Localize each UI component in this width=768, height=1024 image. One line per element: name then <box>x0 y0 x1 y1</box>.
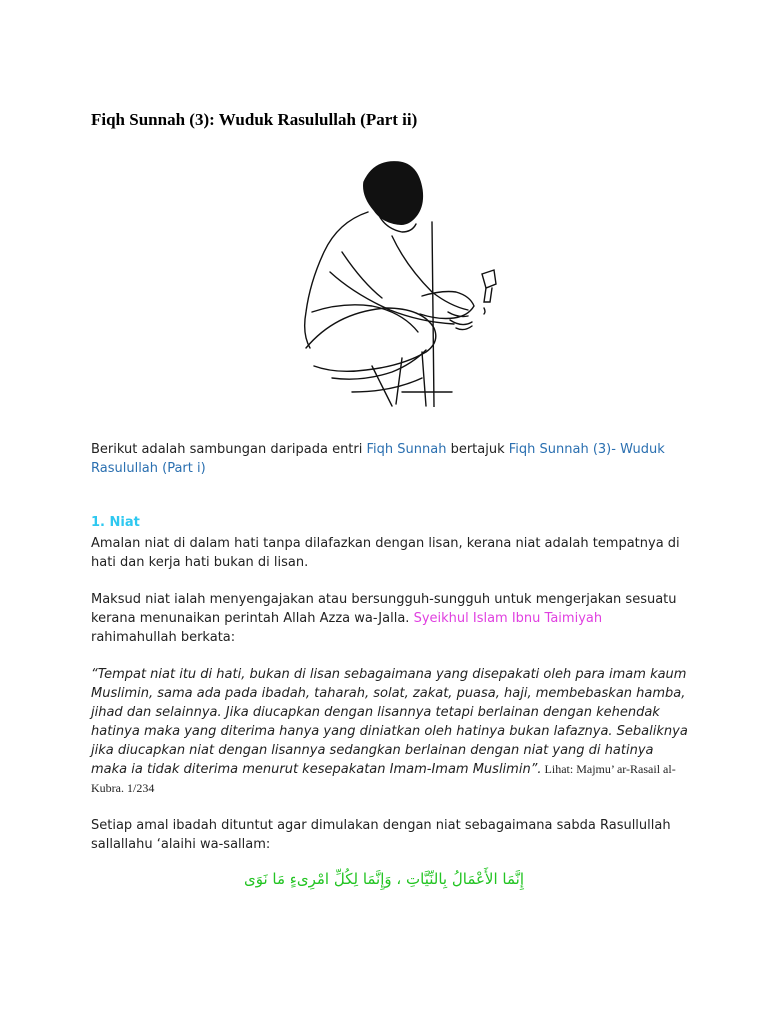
illustration-person-washing-hands <box>272 152 512 407</box>
intro-paragraph <box>91 440 691 478</box>
paragraph-text: Maksud niat ialah menyengajakan atau bersungguh-sungguh untuk mengerjakan sesuatu kerana menunaikan perintah Allah Azza wa-Jalla. <box>91 592 677 626</box>
paragraph-niat-definition: Amalan niat di dalam hati tanpa dilafazkan dengan lisan, kerana niat adalah tempatnya di hati dan kerja hati bukan di lisan. <box>91 536 680 570</box>
link-ibnu-taimiyah[interactable]: Syeikhul Islam Ibnu Taimiyah <box>413 611 603 626</box>
page-title: Fiqh Sunnah (3): Wuduk Rasulullah (Part ii) <box>91 110 418 129</box>
link-fiqh-sunnah[interactable]: Fiqh Sunnah <box>366 442 447 457</box>
quote-reference: Lihat: Majmu’ ar-Rasail al-Kubra. 1/234 <box>91 762 676 795</box>
arabic-hadith-text: إِنَّمَا الأَعْمَالُ بِالنِّيَّاتِ ، وَإِنَّمَا لِكُلِّ امْرِىءٍ مَا نَوَى <box>243 870 525 888</box>
intro-text-middle: bertajuk <box>446 442 509 457</box>
quote-text: “Tempat niat itu di hati, bukan di lisan sebagaimana yang disepakati oleh para imam kaum Muslimin, sama ada pada ibadah, taharah, solat, zakat, puasa, haji, membebaskan hamba, jihad dan selainnya. Jika diucapkan dengan lisannya tetapi berlainan dengan kehendak hatinya maka yang diterima hanya yang diniatkan oleh hatinya bukan lafaznya. Sebaliknya jika diucapkan niat dengan lisannya sedangkan berlainan dengan niat yang di hatinya maka ia tidak diterima menurut kesepakatan Imam-Imam Muslimin”. <box>91 667 688 777</box>
intro-text: Berikut adalah sambungan daripada entri <box>91 442 367 457</box>
paragraph-hadith-intro: Setiap amal ibadah dituntut agar dimulakan dengan niat sebagaimana sabda Rasullullah sallallahu ‘alaihi wa-sallam: <box>91 818 671 852</box>
paragraph-niat-meaning <box>91 590 691 647</box>
paragraph-text-after: rahimahullah berkata: <box>91 630 236 645</box>
section-heading-niat: 1. Niat <box>91 515 140 530</box>
link-fiqh-sunnah-part-i[interactable]: Fiqh Sunnah (3)- Wuduk Rasulullah (Part i) <box>91 442 665 476</box>
quote-paragraph <box>91 665 691 798</box>
